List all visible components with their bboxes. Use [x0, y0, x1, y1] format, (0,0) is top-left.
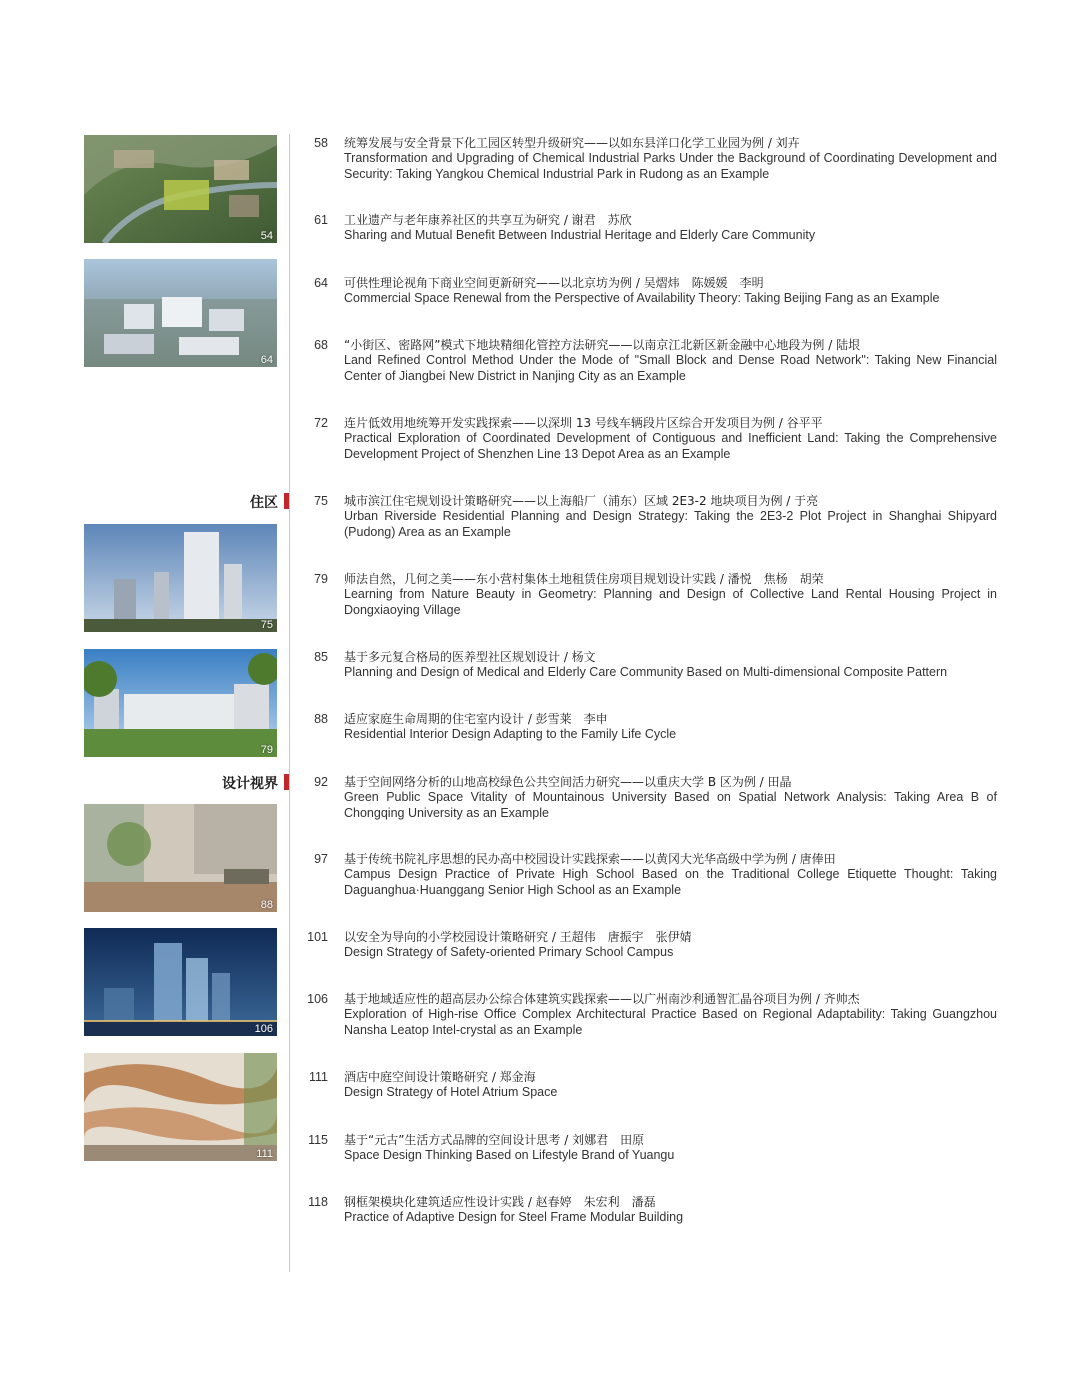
toc-entry[interactable]: [300, 416, 997, 462]
toc-title-cn: 以安全为导向的小学校园设计策略研究 / 王超伟 唐振宇 张伊婧: [344, 930, 692, 944]
toc-page-number: 75: [314, 494, 328, 508]
toc-title-en: Green Public Space Vitality of Mountainous University Based on Spatial Network Analysis: Taking Area B of Chongqing University as an Example: [344, 790, 997, 820]
toc-page-number: 58: [314, 136, 328, 150]
toc-title-en: Transformation and Upgrading of Chemical Industrial Parks Under the Background of Coordinating Development and Security: Taking Yangkou Chemical Industrial Park in Rudong as an Example: [344, 151, 997, 181]
toc-entry[interactable]: [300, 650, 997, 681]
toc-title-en: Sharing and Mutual Benefit Between Industrial Heritage and Elderly Care Community: [344, 228, 816, 242]
thumbnail-page-number: 79: [260, 744, 273, 756]
section-marker: [284, 774, 289, 790]
toc-title-en: Design Strategy of Safety-oriented Primary School Campus: [344, 945, 674, 959]
thumbnail-image: [84, 649, 277, 757]
toc-title-en: Exploration of High-rise Office Complex Architectural Practice Based on Regional Adaptability: Taking Guangzhou Nansha Leatop Intel-crystal as an Example: [344, 1007, 997, 1037]
toc-title-en: Campus Design Practice of Private High School Based on the Traditional College Etiquette Thought: Taking Daguanghua·Huanggang Senior High School as an Example: [344, 867, 997, 897]
toc-entry[interactable]: [300, 930, 997, 961]
thumbnail-page-number: 106: [254, 1023, 273, 1035]
interior-lounge-image: [84, 804, 277, 912]
thumbnail-page-number: 64: [260, 354, 273, 366]
toc-entry[interactable]: [300, 775, 997, 821]
toc-title-en: Practice of Adaptive Design for Steel Frame Modular Building: [344, 1210, 684, 1224]
toc-title-cn: 适应家庭生命周期的住宅室内设计 / 彭雪莱 李申: [344, 712, 608, 726]
toc-title-en: Practical Exploration of Coordinated Development of Contiguous and Inefficient Land: Taking the Comprehensive Development Project of Shenzhen Line 13 Depot Area as an Example: [344, 431, 997, 461]
toc-title-en: Residential Interior Design Adapting to the Family Life Cycle: [344, 727, 677, 741]
toc-page-number: 101: [307, 930, 328, 944]
thumbnail-page-number: 54: [260, 230, 273, 242]
toc-entry[interactable]: [300, 572, 997, 618]
toc-page-number: 72: [314, 416, 328, 430]
toc-entry[interactable]: [300, 852, 997, 898]
toc-entry[interactable]: [300, 276, 997, 307]
toc-entry[interactable]: [300, 213, 997, 244]
thumbnail-page-number: 75: [260, 619, 273, 631]
toc-title-en: Land Refined Control Method Under the Mode of "Small Block and Dense Road Network": Taking New Financial Center of Jiangbei New District in Nanjing City as an Example: [344, 353, 997, 383]
thumbnail-image: [84, 135, 277, 243]
residential-towers-image: [84, 524, 277, 632]
toc-title-cn: 连片低效用地统筹开发实践探索——以深圳 13 号线车辆段片区综合开发项目为例 / 谷平平: [344, 416, 823, 430]
section-label-residential: 住区: [250, 495, 278, 511]
toc-page-number: 106: [307, 992, 328, 1006]
toc-title-cn: 工业遗产与老年康养社区的共享互为研究 / 谢君 苏欣: [344, 213, 632, 227]
toc-title-cn: 统筹发展与安全背景下化工园区转型升级研究——以如东县洋口化学工业园为例 / 刘卉: [344, 136, 800, 150]
thumbnail-image: [84, 928, 277, 1036]
care-community-image: [84, 649, 277, 757]
aerial-commercial-image: [84, 259, 277, 367]
thumbnail-image: [84, 1053, 277, 1161]
toc-title-cn: “小街区、密路网”模式下地块精细化管控方法研究——以南京江北新区新金融中心地段为例 / 陆垠: [344, 338, 861, 352]
toc-entry[interactable]: [300, 712, 997, 743]
toc-title-cn: 基于多元复合格局的医养型社区规划设计 / 杨文: [344, 650, 596, 664]
toc-page-number: 88: [314, 712, 328, 726]
section-label-design-vision: 设计视界: [222, 776, 278, 792]
toc-title-cn: 师法自然，几何之美——东小营村集体土地租赁住房项目规划设计实践 / 潘悦 焦杨 胡荣: [344, 572, 824, 586]
toc-page-number: 61: [314, 213, 328, 227]
toc-entry[interactable]: [300, 992, 997, 1038]
aerial-park-image: [84, 135, 277, 243]
toc-page-number: 111: [308, 1070, 328, 1084]
toc-title-cn: 酒店中庭空间设计策略研究 / 郑金海: [344, 1070, 536, 1084]
toc-entry[interactable]: [300, 1133, 997, 1164]
thumbnail-image: [84, 259, 277, 367]
toc-page-number: 68: [314, 338, 328, 352]
toc-title-en: Planning and Design of Medical and Elderly Care Community Based on Multi-dimensional Composite Pattern: [344, 665, 948, 679]
toc-entry[interactable]: [300, 338, 997, 384]
toc-title-cn: 基于传统书院礼序思想的民办高中校园设计实践探索——以黄冈大光华高级中学为例 / 唐俸田: [344, 852, 836, 866]
toc-page-number: 85: [314, 650, 328, 664]
toc-title-cn: 城市滨江住宅规划设计策略研究——以上海船厂（浦东）区域 2E3-2 地块项目为例 / 于亮: [344, 494, 819, 508]
toc-title-cn: 基于“元古”生活方式品牌的空间设计思考 / 刘娜君 田原: [344, 1133, 645, 1147]
vertical-divider: [289, 134, 290, 1272]
section-marker: [284, 493, 289, 509]
thumbnail-image: [84, 804, 277, 912]
toc-title-en: Design Strategy of Hotel Atrium Space: [344, 1085, 558, 1099]
toc-page-number: 97: [314, 852, 328, 866]
toc-title-cn: 钢框架模块化建筑适应性设计实践 / 赵春婷 朱宏利 潘磊: [344, 1195, 656, 1209]
toc-page-number: 64: [314, 276, 328, 290]
toc-entry[interactable]: [300, 1070, 997, 1101]
toc-title-cn: 可供性理论视角下商业空间更新研究——以北京坊为例 / 吴熠炜 陈媛媛 李明: [344, 276, 764, 290]
thumbnail-page-number: 111: [256, 1148, 273, 1160]
toc-page-number: 79: [314, 572, 328, 586]
toc-title-en: Space Design Thinking Based on Lifestyle Brand of Yuangu: [344, 1148, 675, 1162]
toc-entry[interactable]: [300, 136, 997, 182]
toc-entry[interactable]: [300, 494, 997, 540]
toc-page-number: 92: [314, 775, 328, 789]
thumbnail-page-number: 88: [260, 899, 273, 911]
toc-title-cn: 基于空间网络分析的山地高校绿色公共空间活力研究——以重庆大学 B 区为例 / 田晶: [344, 775, 792, 789]
hotel-atrium-image: [84, 1053, 277, 1161]
toc-title-en: Learning from Nature Beauty in Geometry: Planning and Design of Collective Land Rental Housing Project in Dongxiaoying Village: [344, 587, 997, 617]
toc-page-number: 118: [308, 1195, 328, 1209]
night-city-image: [84, 928, 277, 1036]
toc-entry[interactable]: [300, 1195, 997, 1226]
thumbnail-image: [84, 524, 277, 632]
toc-page-number: 115: [308, 1133, 328, 1147]
toc-title-en: Commercial Space Renewal from the Perspective of Availability Theory: Taking Beijing Fang as an Example: [344, 291, 940, 305]
toc-title-cn: 基于地域适应性的超高层办公综合体建筑实践探索——以广州南沙利通智汇晶谷项目为例 / 齐帅杰: [344, 992, 860, 1006]
toc-title-en: Urban Riverside Residential Planning and Design Strategy: Taking the 2E3-2 Plot Project in Shanghai Shipyard (Pudong) Area as an Example: [344, 509, 997, 539]
